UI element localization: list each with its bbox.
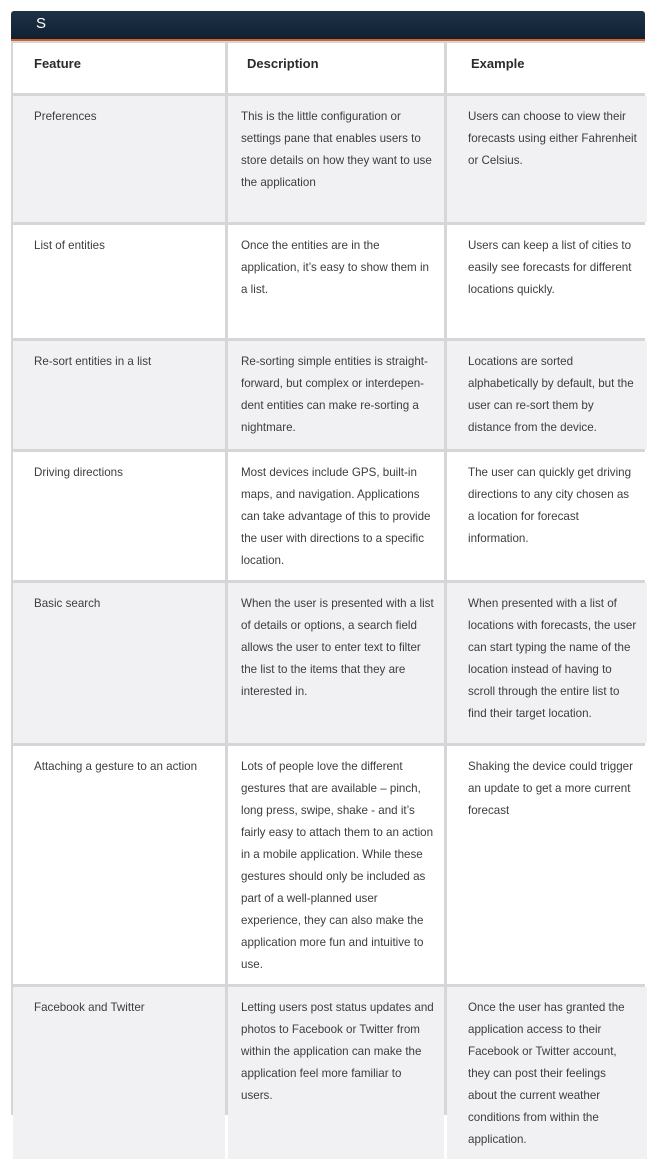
example-cell: Once the user has granted the application access to their Facebook or Twitter account, they can post their feelings about the current weather conditions from within the application. — [447, 987, 647, 1159]
feature-cell: List of entities — [13, 225, 225, 338]
feature-cell: Basic search — [13, 583, 225, 743]
example-cell: Users can keep a list of cities to easily see forecasts for different locations quickly. — [447, 225, 647, 338]
example-cell: Shaking the device could trigger an update to get a more current forecast — [447, 746, 647, 984]
description-cell: When the user is presented with a list of details or options, a search field allows the user to enter text to filter the list to the items that they are interested in. — [228, 583, 444, 743]
example-cell: When presented with a list of locations with forecasts, the user can start typing the name of the location instead of having to scroll through the entire list to find their target location. — [447, 583, 647, 743]
feature-table-container — [11, 41, 645, 1146]
column-header-example: Example — [447, 43, 647, 93]
description-cell: This is the little configuration or settings pane that enables users to store details on how they want to use the application — [228, 96, 444, 222]
table-row — [13, 987, 647, 1159]
feature-cell: Preferences — [13, 96, 225, 222]
description-cell: Letting users post status updates and photos to Facebook or Twitter from within the application can make the application feel more familiar to users. — [228, 987, 444, 1159]
table-row — [13, 746, 647, 984]
example-cell: Locations are sorted alphabetically by default, but the user can re-sort them by distance from the device. — [447, 341, 647, 449]
table-title-bar — [11, 11, 645, 41]
feature-cell: Driving directions — [13, 452, 225, 580]
example-cell: Users can choose to view their forecasts using either Fahrenheit or Celsius. — [447, 96, 647, 222]
description-cell: Once the entities are in the application, it’s easy to show them in a list. — [228, 225, 444, 338]
feature-table — [10, 40, 650, 1162]
table-row — [13, 583, 647, 743]
feature-cell: Attaching a gesture to an action — [13, 746, 225, 984]
description-cell: Most devices include GPS, built-in maps, and navigation. Applications can take advantage of this to provide the user with directions to a specific location. — [228, 452, 444, 580]
example-cell: The user can quickly get driving directions to any city chosen as a location for forecast information. — [447, 452, 647, 580]
feature-cell: Re-sort entities in a list — [13, 341, 225, 449]
table-title: S — [36, 15, 47, 32]
table-row — [13, 96, 647, 222]
table-row — [13, 341, 647, 449]
column-header-feature: Feature — [13, 43, 225, 93]
table-row — [13, 225, 647, 338]
description-cell: Re-sorting simple entities is straight-forward, but complex or interdepen-dent entities can make re-sorting a nightmare. — [228, 341, 444, 449]
column-header-description: Description — [228, 43, 444, 93]
table-header-row — [13, 43, 647, 93]
table-row — [13, 452, 647, 580]
feature-cell: Facebook and Twitter — [13, 987, 225, 1159]
description-cell: Lots of people love the different gestures that are available – pinch, long press, swipe, shake - and it’s fairly easy to attach them to an action in a mobile application. While these gestures should only be included as part of a well-planned user experience, they can also make the application more fun and intuitive to use. — [228, 746, 444, 984]
